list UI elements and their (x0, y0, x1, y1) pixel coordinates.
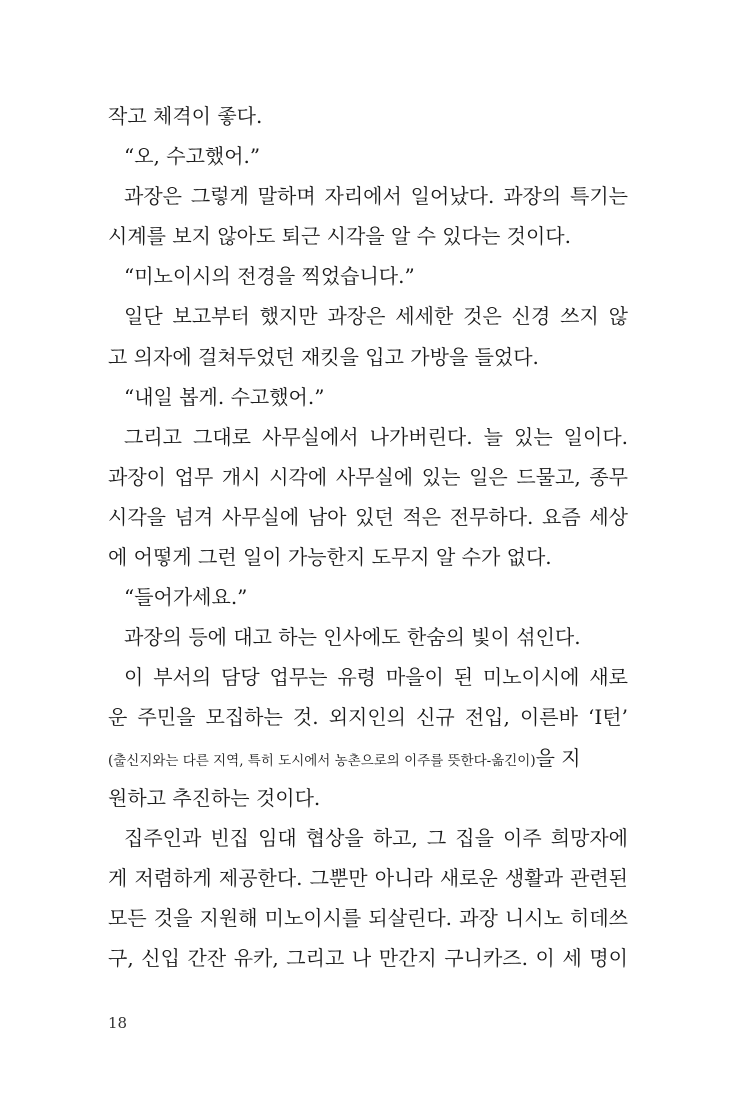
page-body (108, 96, 628, 978)
text-line: 시각을 넘겨 사무실에 남아 있던 적은 전무하다. 요즘 세상 (108, 504, 628, 529)
text-line: “내일 봅게. 수고했어.” (124, 384, 325, 409)
text-line: 작고 체격이 좋다. (108, 104, 263, 128)
text-line: 운 주민을 모집하는 것. 외지인의 신규 전입, 이른바 ‘I턴’ (108, 705, 628, 730)
text-line: 구, 신입 간잔 유카, 그리고 나 만간지 구니카즈. 이 세 명이 (108, 945, 628, 970)
translator-note: (출신지와는 다른 지역, 특히 도시에서 농촌으로의 이주를 뜻한다-옮긴이) (108, 752, 536, 769)
text-line: 집주인과 빈집 임대 협상을 하고, 그 집을 이주 희망자에 (124, 825, 628, 850)
text-line: 모든 것을 지원해 미노이시를 되살린다. 과장 니시노 히데쓰 (108, 905, 628, 930)
text-line: 이 부서의 담당 업무는 유령 마을이 된 미노이시에 새로 (124, 665, 628, 690)
text-line: 과장이 업무 개시 시각에 사무실에 있는 일은 드물고, 종무 (108, 464, 628, 489)
text-line: 그리고 그대로 사무실에서 나가버린다. 늘 있는 일이다. (124, 424, 628, 449)
text-line: 과장은 그렇게 말하며 자리에서 일어났다. 과장의 특기는 (124, 184, 628, 209)
translator-note-line (108, 738, 628, 778)
text-line: 일단 보고부터 했지만 과장은 세세한 것은 신경 쓰지 않 (124, 304, 628, 329)
text-line: “들어가세요.” (124, 585, 248, 610)
page-number: 18 (108, 1014, 128, 1032)
text-line: 게 저렴하게 제공한다. 그뿐만 아니라 새로운 생활과 관련된 (108, 865, 628, 890)
text-line: 과장의 등에 대고 하는 인사에도 한숨의 빛이 섞인다. (124, 625, 581, 650)
note-continuation: 을 지 (535, 745, 581, 770)
text-line: 고 의자에 걸쳐두었던 재킷을 입고 가방을 들었다. (108, 344, 539, 369)
text-line: “오, 수고했어.” (124, 144, 261, 169)
text-line: “미노이시의 전경을 찍었습니다.” (124, 264, 415, 289)
text-line: 시계를 보지 않아도 퇴근 시각을 알 수 있다는 것이다. (108, 224, 571, 249)
text-line: 원하고 추진하는 것이다. (108, 785, 321, 810)
text-line: 에 어떻게 그런 일이 가능한지 도무지 알 수가 없다. (108, 545, 552, 570)
